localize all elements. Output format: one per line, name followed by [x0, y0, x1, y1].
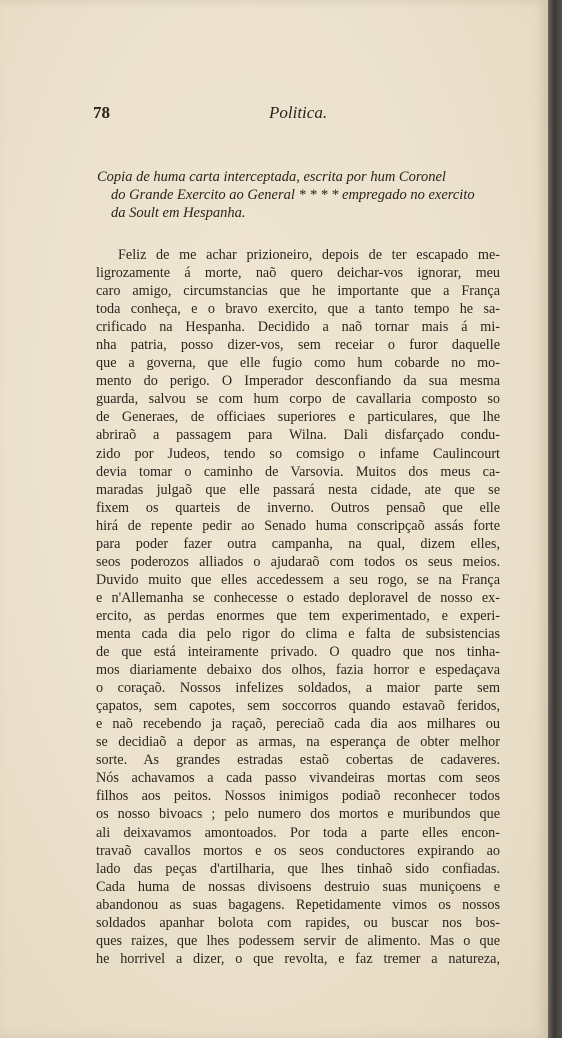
body-line: mos diariamente debaixo dos olhos, fazia horror e espedaçava: [96, 662, 500, 679]
body-line: lado das peças d'artilharia, que lhes tinhaõ sido confiadas.: [96, 860, 500, 877]
body-line: o coraçaõ. Nossos infelizes soldados, a maior parte sem: [96, 680, 500, 697]
body-line: maradas julgaõ que elle passará nesta cidade, ate que se: [96, 481, 500, 498]
body-line: sorte. As grandes estradas estaõ cobertas de cadaveres.: [96, 752, 500, 769]
body-line: nha patria, posso dizer-vos, sem receiar o furor daquelle: [96, 337, 500, 354]
body-line: hirá de repente pedir ao Senado huma conscripçaõ assás forte: [96, 517, 500, 534]
body-line: menta cada dia pelo rigor do clima e falta de subsistencias: [96, 625, 500, 642]
heading-line: do Grande Exercito ao General * * * * empregado no exercito: [111, 187, 475, 203]
body-line: seos poderozos alliados o ajudaraõ com todos os seus meios.: [96, 553, 500, 570]
body-line: guarda, salvou se com hum corpo de cavallaria composto so: [96, 391, 500, 408]
body-line: soldados apanhar bolota com rapides, ou buscar nos bos-: [96, 914, 500, 931]
body-line: abandonou as suas bagagens. Repetidamente vimos os nossos: [96, 896, 500, 913]
body-line: os nosso bivoacs ; pelo numero dos mortos e muribundos que: [96, 806, 500, 823]
letter-heading: [97, 168, 501, 222]
body-line: Nós achavamos a cada passo vivandeiras mortas com seos: [96, 770, 500, 787]
body-line: çapatos, sem capotes, sem soccorros quando estavaõ feridos,: [96, 698, 500, 715]
body-line: para poder fazer outra campanha, na qual, dizem elles,: [96, 535, 500, 552]
body-line: abriraõ a passagem para Wilna. Dali disfarçado condu-: [96, 427, 500, 444]
running-title: Politica.: [269, 103, 328, 122]
body-line: se decidiaõ a depor as armas, na esperança de obter melhor: [96, 734, 500, 751]
body-line: fixem os quarteis de inverno. Outros pensaõ que elle: [96, 499, 500, 516]
body-line: de Generaes, de officiaes superiores e particulares, que lhe: [96, 409, 500, 426]
body-line: crificado na Hespanha. Decidido a naõ tornar mais á mi-: [96, 319, 500, 336]
body-line: que a governa, que elle fugio como hum cobarde no mo-: [96, 355, 500, 372]
heading-line: da Soult em Hespanha.: [111, 205, 246, 221]
body-line: de que está inteiramente privado. O quadro que nos tinha-: [96, 644, 500, 661]
body-line: ercito, as perdas enormes que tem experimentado, e experi-: [96, 607, 500, 624]
body-line: Feliz de me achar prizioneiro, depois de ter escapado me-: [118, 247, 500, 263]
running-head: [93, 103, 497, 129]
page-number: 78: [93, 103, 110, 122]
body-line: devia tomar o caminho de Varsovia. Muitos dos meus ca-: [96, 463, 500, 480]
body-line: ligrozamente á morte, naõ quero deichar-vos ignorar, meu: [96, 265, 500, 282]
heading-line: Copia de huma carta interceptada, escrita por hum Coronel: [97, 169, 446, 185]
body-line: he horrivel a dizer, o que revolta, e faz tremer a natureza,: [96, 950, 500, 967]
body-line: filhos aos peitos. Nossos inimigos podiaõ reconhecer todos: [96, 788, 500, 805]
body-line: mento do perigo. O Imperador desconfiando da sua mesma: [96, 373, 500, 390]
letter-body: [96, 246, 500, 968]
body-line: Duvido muito que elles accedessem a seu rogo, se na França: [96, 571, 500, 588]
body-line: zido por Judeos, tendo so comsigo o infame Caulincourt: [96, 445, 500, 462]
body-line: toda conheça, e o bravo exercito, que a tanto tempo he sa-: [96, 301, 500, 318]
body-line: Cada huma de nossas divisoens destruio suas muniçoens e: [96, 878, 500, 895]
body-line: ques raizes, que lhes podessem servir de alimento. Mas o que: [96, 932, 500, 949]
body-line: caro amigo, circumstancias que he importante que a França: [96, 283, 500, 300]
body-line: travaõ cavallos mortos e os seos conductores expirando ao: [96, 842, 500, 859]
body-line: e naõ recebendo ja raçaõ, pereciaõ cada dia aos milhares ou: [96, 716, 500, 733]
body-line: e n'Allemanha se conhecesse o estado deploravel de nosso ex-: [96, 589, 500, 606]
body-line: ali deixavamos amontoados. Por toda a parte elles encon-: [96, 824, 500, 841]
book-spine: [548, 0, 562, 1038]
